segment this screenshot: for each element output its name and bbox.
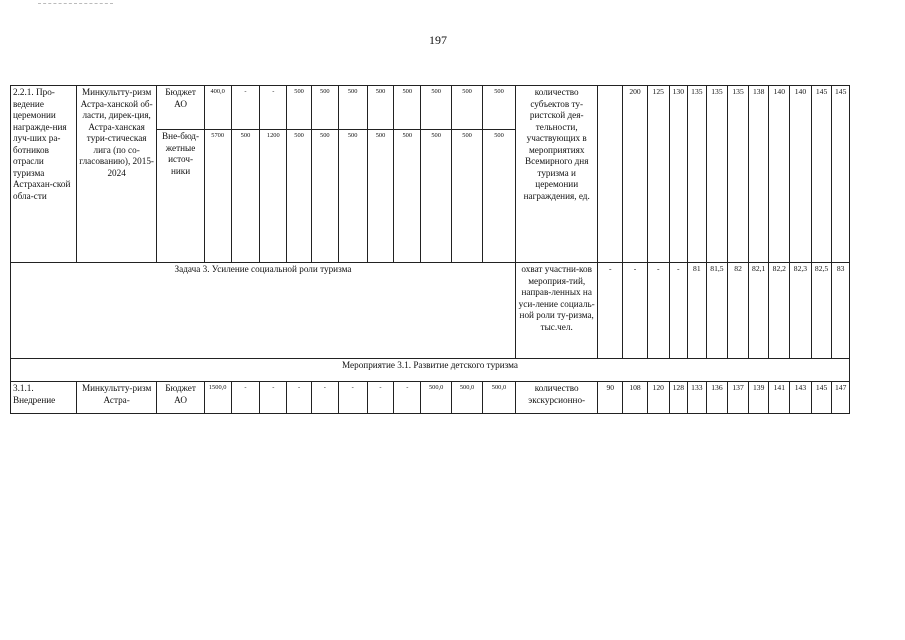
indicator-value-cell: 141 xyxy=(769,382,790,414)
value-cell: 500 xyxy=(287,130,312,263)
scan-artifact xyxy=(38,3,113,4)
indicator-value-cell: - xyxy=(623,263,648,359)
indicator-value-cell: 143 xyxy=(790,382,812,414)
value-cell: 500,0 xyxy=(452,382,483,414)
indicator-value-cell: 133 xyxy=(688,382,707,414)
value-cell: 500 xyxy=(421,130,452,263)
task-title: Задача 3. Усиление социальной роли туризма xyxy=(11,263,516,359)
indicator-value-cell: 136 xyxy=(706,382,728,414)
indicator-value-cell: - xyxy=(647,263,669,359)
indicator-value-cell: 82 xyxy=(728,263,749,359)
indicator-cell: количество субъектов ту-ристской дея-тельности, участвующих в мероприятиях Всемирного дня туризма и церемонии награждения, ед. xyxy=(515,86,597,263)
funding-source-cell: Бюджет АО xyxy=(157,382,204,414)
funding-source-cell: Вне-бюд-жетные источ-ники xyxy=(157,130,204,263)
indicator-value-cell: 108 xyxy=(623,382,648,414)
value-cell: - xyxy=(367,382,394,414)
value-cell: - xyxy=(338,382,367,414)
value-cell xyxy=(394,130,421,263)
indicator-value-cell: - xyxy=(669,263,688,359)
indicator-value-cell: 138 xyxy=(748,86,769,263)
value-cell: - xyxy=(231,382,260,414)
indicator-cell: охват участни-ков мероприя-тий, направ-ленных на уси-ление социаль-ной роли ту-ризма, тыс.чел. xyxy=(515,263,597,359)
value-cell: - xyxy=(394,382,421,414)
table-row xyxy=(11,382,850,414)
indicator-value-cell: - xyxy=(598,263,623,359)
indicator-value-cell: 145 xyxy=(832,86,850,263)
value-cell: 500,0 xyxy=(421,382,452,414)
indicator-value-cell: 139 xyxy=(748,382,769,414)
table-row xyxy=(11,86,850,130)
executor-cell: Минкультту-ризм Астра- xyxy=(76,382,156,414)
indicator-value-cell: 82,1 xyxy=(748,263,769,359)
indicator-value-cell: 81 xyxy=(688,263,707,359)
value-cell-text: 500 xyxy=(402,132,413,139)
value-cell: 500 xyxy=(311,86,338,130)
indicator-value-cell: 90 xyxy=(598,382,623,414)
indicator-value-cell xyxy=(598,86,623,263)
indicator-cell: количество экскурсионно- xyxy=(515,382,597,414)
indicator-value-cell: 140 xyxy=(769,86,790,263)
funding-source-cell: Бюджет АО xyxy=(157,86,204,130)
value-cell: 500,0 xyxy=(483,382,516,414)
value-cell: 500 xyxy=(287,86,312,130)
indicator-value-cell: 81,5 xyxy=(706,263,728,359)
value-cell: 1200 xyxy=(260,130,287,263)
value-cell: 5700 xyxy=(204,130,231,263)
indicator-value-cell: 125 xyxy=(647,86,669,263)
value-cell: 500 xyxy=(338,130,367,263)
value-cell: - xyxy=(231,86,260,130)
value-cell: 500 xyxy=(367,86,394,130)
value-cell: 500 xyxy=(483,86,516,130)
activity-name-cell: 2.2.1. Про-ведение церемонии награжде-ния луч-ших ра-ботников отрасли туризма Астрахан-ской обла-сти xyxy=(11,86,77,263)
value-cell: - xyxy=(311,382,338,414)
value-cell: 500 xyxy=(394,86,421,130)
indicator-value-cell: 147 xyxy=(832,382,850,414)
value-cell: 500 xyxy=(311,130,338,263)
value-cell: 500 xyxy=(452,86,483,130)
program-table xyxy=(10,85,850,414)
indicator-value-cell: 120 xyxy=(647,382,669,414)
indicator-value-cell: 83 xyxy=(832,263,850,359)
value-cell: 500 xyxy=(452,130,483,263)
indicator-value-cell: 135 xyxy=(688,86,707,263)
value-cell: 500 xyxy=(338,86,367,130)
value-cell: - xyxy=(287,382,312,414)
activity-name-cell: 3.1.1. Внедрение xyxy=(11,382,77,414)
indicator-value-cell: 137 xyxy=(728,382,749,414)
table-row xyxy=(11,359,850,382)
indicator-value-cell: 130 xyxy=(669,86,688,263)
indicator-value-cell: 135 xyxy=(706,86,728,263)
value-cell: - xyxy=(260,86,287,130)
value-cell: 500 xyxy=(231,130,260,263)
value-cell: 500 xyxy=(483,130,516,263)
indicator-value-cell: 135 xyxy=(728,86,749,263)
value-cell: 400,0 xyxy=(204,86,231,130)
indicator-value-cell: 200 xyxy=(623,86,648,263)
indicator-value-cell: 82,3 xyxy=(790,263,812,359)
indicator-value-cell: 82,2 xyxy=(769,263,790,359)
page-number: 197 xyxy=(429,33,447,47)
executor-cell: Минкультту-ризм Астра-ханской об-ласти, дирек-ция, Астра-ханская тури-стическая лига (по со-гласованию), 2015-2024 xyxy=(76,86,156,263)
indicator-value-cell: 145 xyxy=(811,86,832,263)
indicator-value-cell: 128 xyxy=(669,382,688,414)
indicator-value-cell: 140 xyxy=(790,86,812,263)
table-row xyxy=(11,263,850,359)
value-cell: 500 xyxy=(421,86,452,130)
value-cell: - xyxy=(260,382,287,414)
value-cell: 500 xyxy=(367,130,394,263)
value-cell: 1500,0 xyxy=(204,382,231,414)
measure-title: Мероприятие 3.1. Развитие детского туризма xyxy=(11,359,850,382)
indicator-value-cell: 145 xyxy=(811,382,832,414)
indicator-value-cell: 82,5 xyxy=(811,263,832,359)
